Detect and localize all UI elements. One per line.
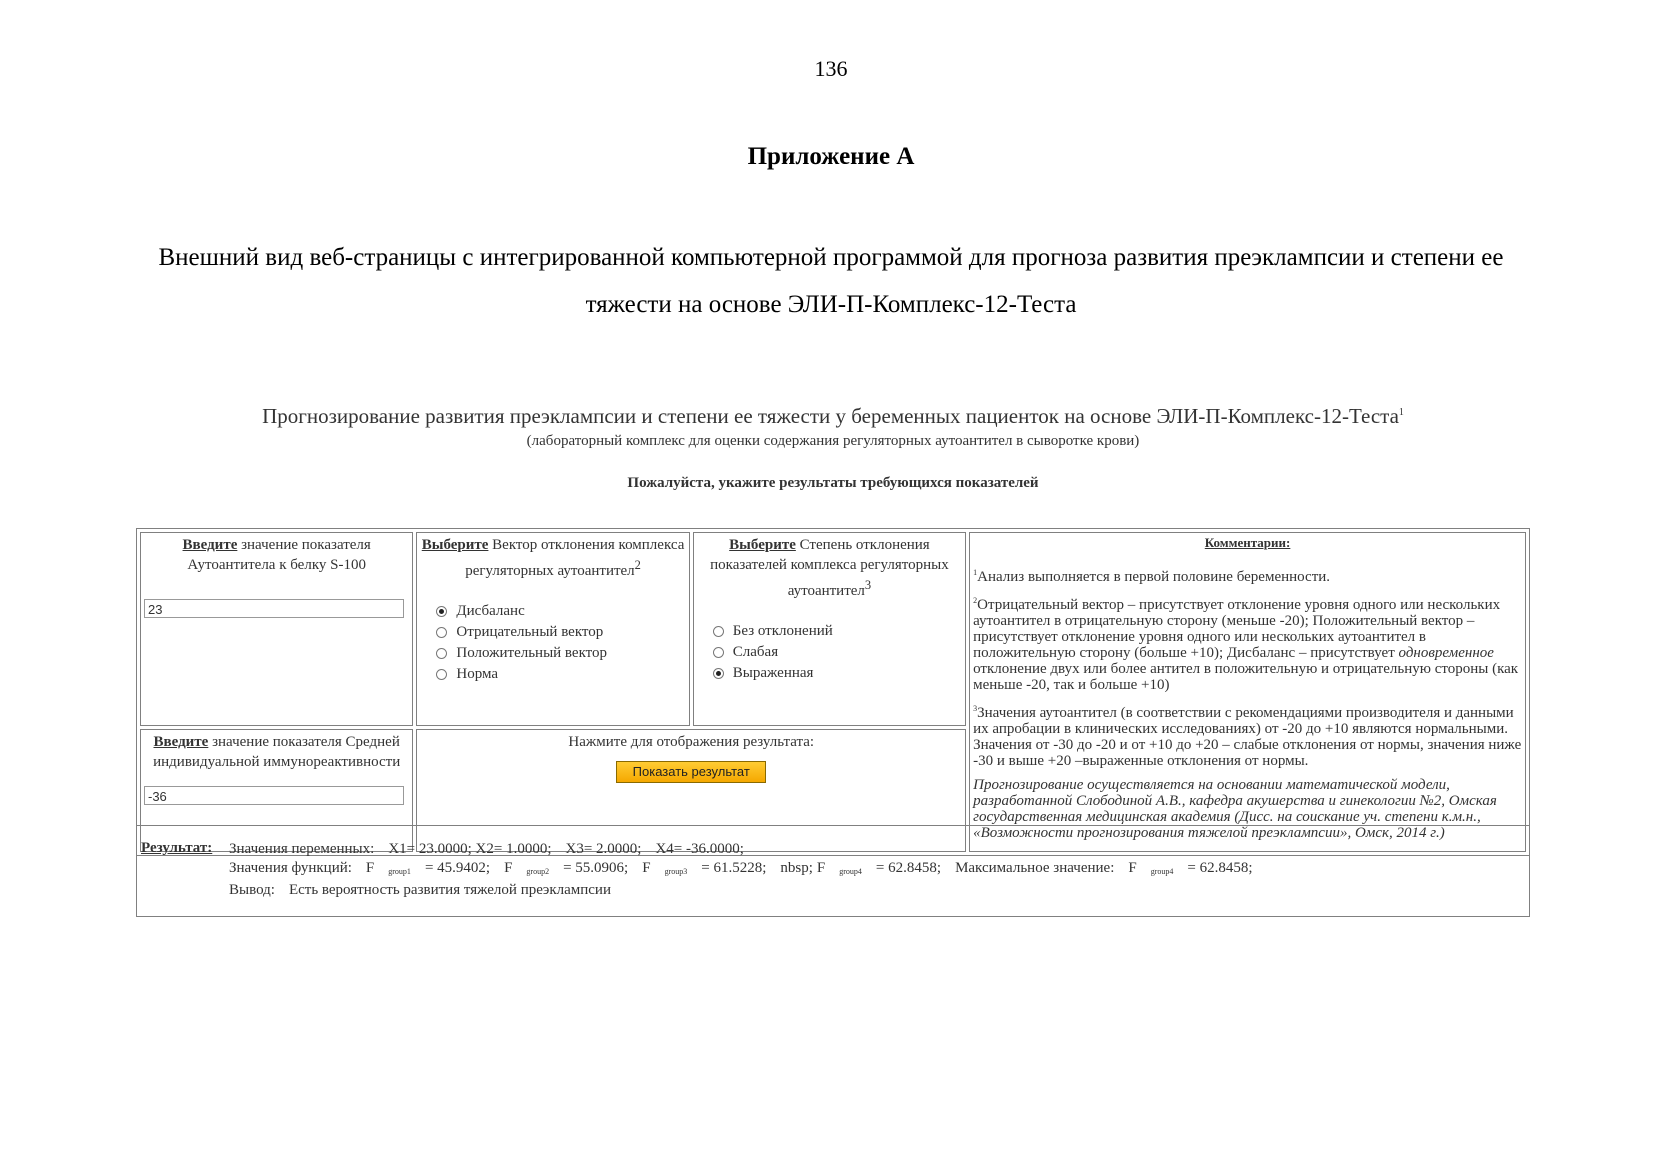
app-prompt: Пожалуйста, укажите результаты требующихся показателей <box>627 475 1039 491</box>
show-result-button[interactable]: Показать результат <box>616 761 766 783</box>
vector-option-label: Отрицательный вектор <box>456 624 604 640</box>
result-panel <box>136 825 1530 917</box>
vector-cell <box>416 532 689 726</box>
vector-option[interactable] <box>436 622 685 643</box>
vector-radio-group <box>436 601 685 685</box>
degree-cell <box>693 532 966 726</box>
appendix-title: Приложение А <box>747 143 915 170</box>
app-subtitle: (лабораторный комплекс для оценки содержания регуляторных аутоантител в сыворотке крови) <box>526 433 1140 449</box>
action-hint: Нажмите для отображения результата: <box>568 733 815 750</box>
field1-label: Введите значение показателя Аутоантитела к белку S-100 <box>182 537 371 573</box>
degree-label: Выберите Степень отклонения показателей комплекса регуляторных аутоантител$^3$ <box>710 537 949 599</box>
degree-option[interactable] <box>713 621 962 642</box>
vector-option-label: Положительный вектор <box>456 645 608 661</box>
title-footnote-mark: 1 <box>1398 407 1404 418</box>
field2-label: Введите значение показателя Средней индивидуальной иммунореактивности <box>153 733 401 770</box>
result-label: Результат: <box>141 840 213 856</box>
result-lines <box>229 840 1267 900</box>
app-title: Прогнозирование развития преэклампсии и степени ее тяжести у беременных пациенток на основе ЭЛИ-П-Комплекс-12-Теста$^1$ <box>262 404 1404 428</box>
radio-button[interactable] <box>436 606 447 617</box>
radio-button[interactable] <box>713 668 724 679</box>
comments-heading: Комментарии: <box>1204 535 1291 550</box>
comment-3: $^3$Значения аутоантител (в соответствии с рекомендациями производителя и данными их апробации в клинических исследованиях) от -20 до +10 являются нормальными. Значения от -30 до -20 и от +10 до +20 – слабые отклонения от нормы, значения ниже -30 и выше +20 –выраженные отклонения от нормы. <box>973 704 1522 769</box>
field1-cell <box>140 532 413 726</box>
s100-autoantibody-input[interactable]: 23 <box>144 599 404 618</box>
figure-caption: Внешний вид веб-страницы с интегрированной компьютерной программой для прогноза развития преэклампсии и степени ее тяжести на основе ЭЛИ-П-Комплекс-12-Теста <box>158 244 1504 318</box>
degree-option-label: Без отклонений <box>732 623 833 639</box>
conclusion-line: Вывод: Есть вероятность развития тяжелой преэклампсии <box>229 882 611 898</box>
vector-option[interactable] <box>436 601 685 622</box>
comments-cell <box>969 532 1526 852</box>
immunoreactivity-input[interactable]: -36 <box>144 786 404 805</box>
degree-option[interactable] <box>713 642 962 663</box>
radio-button[interactable] <box>436 648 447 659</box>
variables-line: Значения переменных: X1= 23.0000; X2= 1.0000; X3= 2.0000; X4= -36.0000; <box>229 841 744 857</box>
vector-option[interactable] <box>436 664 685 685</box>
radio-button[interactable] <box>713 647 724 658</box>
vector-label: Выберите Вектор отклонения комплекса регуляторных аутоантител$^2$ <box>421 537 685 579</box>
model-note: Прогнозирование осуществляется на основании математической модели, разработанной Слободиной А.В., кафедра акушерства и гинекологии №2, Омская государственная медицинская академия (Дисс. на соискание уч. степени к.м.н., «Возможности прогнозирования тяжелой преэклампсии», Омск, 2014 г.) <box>973 777 1497 841</box>
vector-option-label: Норма <box>456 666 499 682</box>
embedded-screenshot <box>136 398 1530 898</box>
vector-option-label: Дисбаланс <box>456 603 525 619</box>
radio-button[interactable] <box>436 627 447 638</box>
comment-2: $^2$Отрицательный вектор – присутствует отклонение уровня одного или нескольких аутоантител в отрицательную сторону (меньше -20); Положительный вектор – присутствует отклонение уровня одного или нескольких аутоантител в положительную сторону (больше +10); Дисбаланс – присутствует одновременное отклонение двух или более антител в положительную и отрицательную стороны (как меньше -20, так и больше +10) <box>973 596 1519 693</box>
input-form-table <box>136 528 1530 856</box>
comment-1: $^1$Анализ выполняется в первой половине беременности. <box>973 568 1331 585</box>
degree-option-label: Выраженная <box>732 665 814 681</box>
degree-radio-group <box>713 621 962 684</box>
degree-option[interactable] <box>713 663 962 684</box>
radio-button[interactable] <box>436 669 447 680</box>
vector-option[interactable] <box>436 643 685 664</box>
degree-option-label: Слабая <box>732 644 779 660</box>
functions-line: Значения функций: F $_{group1}$ = 45.9402; F $_{group2}$ = 55.0906; F $_{group3}$ = 61.5228; nbsp; F $_{group4}$ = 62.8458; Максимальное значение: F $_{group4}$ = 62.8458; <box>229 860 1253 876</box>
radio-button[interactable] <box>713 626 724 637</box>
page-number: 136 <box>814 56 848 81</box>
